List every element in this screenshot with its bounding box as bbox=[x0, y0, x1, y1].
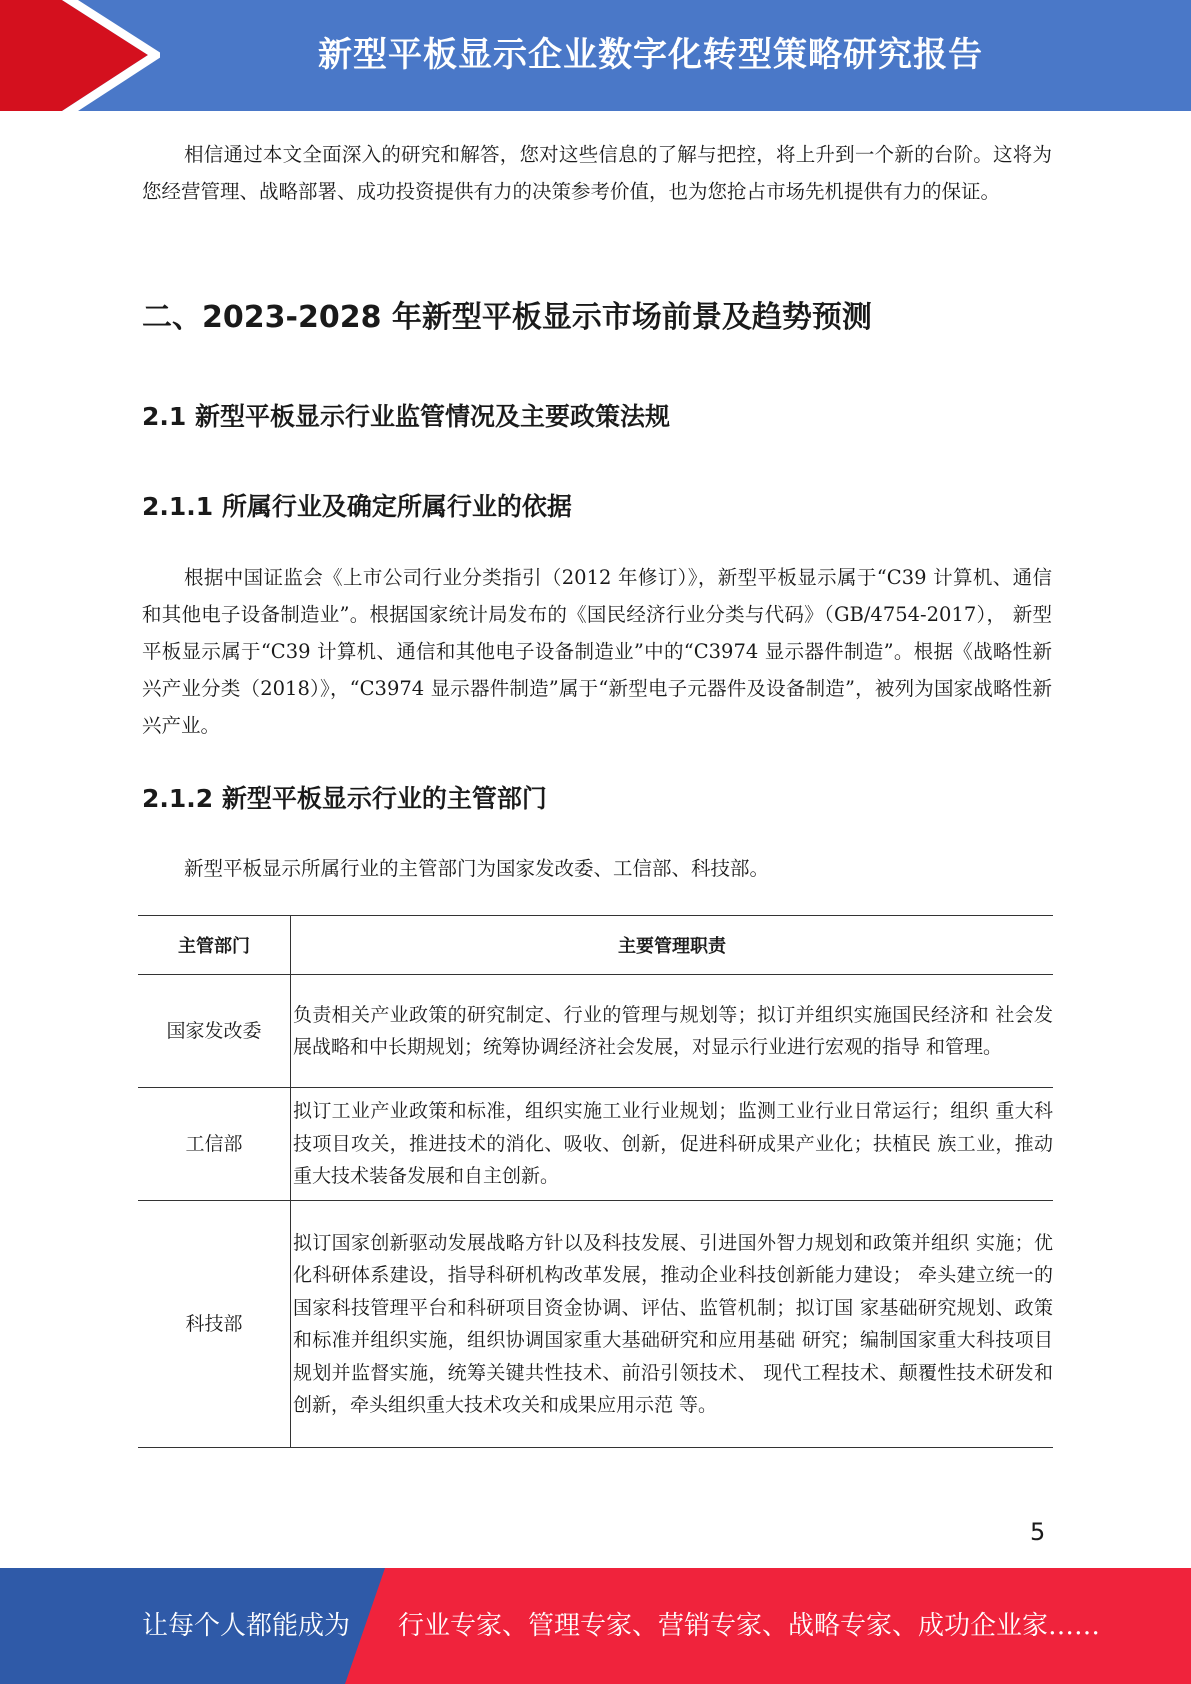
duty-cell: 负责相关产业政策的研究制定、行业的管理与规划等；拟订并组织实施国民经济和 社会发展战略和中长期规划；统筹协调经济社会发展，对显示行业进行宏观的指导 和管理。 bbox=[291, 975, 1054, 1088]
table-header-row bbox=[138, 916, 1053, 975]
table-row bbox=[138, 975, 1053, 1088]
department-cell: 国家发改委 bbox=[138, 975, 291, 1088]
department-table bbox=[138, 915, 1053, 1448]
department-cell: 工信部 bbox=[138, 1088, 291, 1201]
department-cell: 科技部 bbox=[138, 1201, 291, 1448]
column-header-department: 主管部门 bbox=[138, 916, 291, 975]
paragraph-2-1-1: 根据中国证监会《上市公司行业分类指引（2012 年修订）》，新型平板显示属于“C39 计算机、通信和其他电子设备制造业”。根据国家统计局发布的《国民经济行业分类与代码》（GB/4754-2017）， 新型平板显示属于“C39 计算机、通信和其他电子设备制造业”中的“C3974 显示器件制造”。根据《战略性新兴产业分类（2018）》，“C3974 显示器件制造”属于“新型电子元器件及设备制造”，被列为国家战略性新兴产业。 bbox=[142, 566, 1052, 737]
page-number: 5 bbox=[1030, 1518, 1046, 1546]
report-title: 新型平板显示企业数字化转型策略研究报告 bbox=[318, 35, 983, 75]
footer-slogan-right: 行业专家、管理专家、营销专家、战略专家、成功企业家…… bbox=[398, 1611, 1101, 1641]
duty-cell: 拟订工业产业政策和标准，组织实施工业行业规划；监测工业行业日常运行；组织 重大科技项目攻关，推进技术的消化、吸收、创新，促进科研成果产业化；扶植民 族工业，推动重大技术装备发展和自主创新。 bbox=[291, 1088, 1054, 1201]
table-row bbox=[138, 1201, 1053, 1448]
column-header-duties: 主要管理职责 bbox=[291, 916, 1054, 975]
paragraph-2-1-2: 新型平板显示所属行业的主管部门为国家发改委、工信部、科技部。 bbox=[184, 857, 770, 880]
footer-slogan-left: 让每个人都能成为 bbox=[142, 1611, 351, 1641]
section-heading-2: 二、2023-2028 年新型平板显示市场前景及趋势预测 bbox=[142, 300, 872, 335]
section-heading-2-1-1: 2.1.1 所属行业及确定所属行业的依据 bbox=[142, 492, 572, 521]
duty-cell: 拟订国家创新驱动发展战略方针以及科技发展、引进国外智力规划和政策并组织 实施；优化科研体系建设，指导科研机构改革发展，推动企业科技创新能力建设； 牵头建立统一的国家科技管理平台和科研项目资金协调、评估、监管机制；拟订国 家基础研究规划、政策和标准并组织实施，组织协调国家重大基础研究和应用基础 研究；编制国家重大科技项目规划并监督实施，统筹关键共性技术、前沿引领技术、 现代工程技术、颠覆性技术研发和创新，牵头组织重大技术攻关和成果应用示范 等。 bbox=[291, 1201, 1054, 1448]
section-heading-2-1-2: 2.1.2 新型平板显示行业的主管部门 bbox=[142, 784, 547, 813]
table-row bbox=[138, 1088, 1053, 1201]
page-footer bbox=[0, 1568, 1191, 1684]
page-header bbox=[0, 0, 1191, 111]
header-chevron-decoration bbox=[0, 0, 160, 111]
intro-paragraph: 相信通过本文全面深入的研究和解答，您对这些信息的了解与把控，将上升到一个新的台阶。这将为您经营管理、战略部署、成功投资提供有力的决策参考价值，也为您抢占市场先机提供有力的保证。 bbox=[142, 143, 1052, 203]
section-heading-2-1: 2.1 新型平板显示行业监管情况及主要政策法规 bbox=[142, 402, 670, 431]
